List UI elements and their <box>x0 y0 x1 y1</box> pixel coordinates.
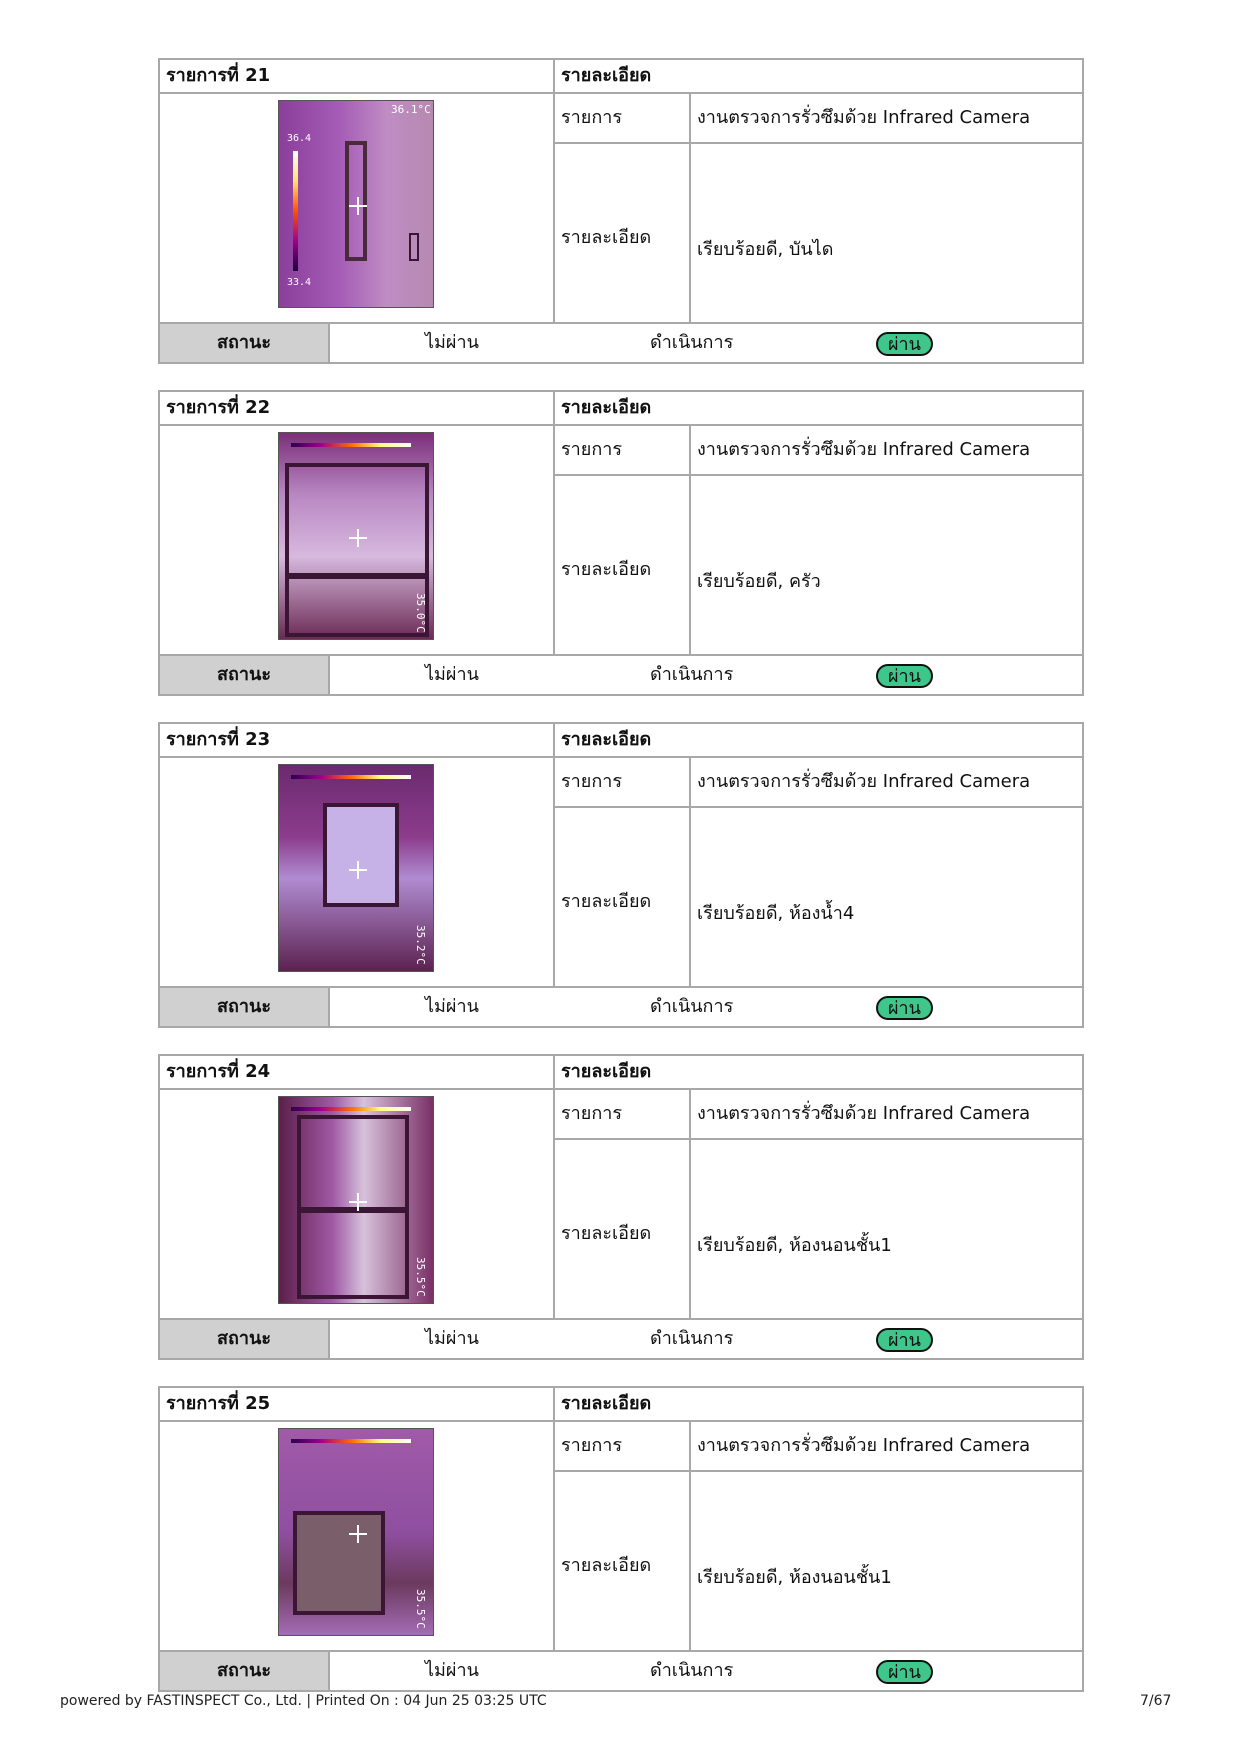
record-title: รายการที่ 22 <box>160 392 555 426</box>
temperature-reading: 35.5°C <box>414 1589 427 1629</box>
temperature-reading: 36.1°C <box>391 103 431 116</box>
inspection-record-23 <box>158 722 1084 1028</box>
crosshair-icon <box>349 529 367 547</box>
crosshair-icon <box>349 1193 367 1211</box>
thermal-photo[interactable] <box>278 764 434 972</box>
item-label: รายการ <box>555 758 691 808</box>
status-option-pass-selected[interactable]: ผ่าน <box>876 1328 933 1352</box>
status-label: สถานะ <box>160 656 330 694</box>
item-value: งานตรวจการรั่วซึมด้วย Infrared Camera <box>691 426 1082 476</box>
status-option-fail[interactable]: ไม่ผ่าน <box>425 332 479 353</box>
item-value: งานตรวจการรั่วซึมด้วย Infrared Camera <box>691 1422 1082 1472</box>
record-title: รายการที่ 21 <box>160 60 555 94</box>
status-label: สถานะ <box>160 988 330 1026</box>
detail-label: รายละเอียด <box>555 144 691 322</box>
details-header: รายละเอียด <box>555 1388 1082 1422</box>
detail-value: เรียบร้อยดี, บันได <box>697 239 834 260</box>
status-row <box>160 654 1082 694</box>
details-header: รายละเอียด <box>555 724 1082 758</box>
status-option-fail[interactable]: ไม่ผ่าน <box>425 664 479 685</box>
detail-label: รายละเอียด <box>555 1472 691 1650</box>
inspection-record-21 <box>158 58 1084 364</box>
status-option-fail[interactable]: ไม่ผ่าน <box>425 996 479 1017</box>
record-title: รายการที่ 23 <box>160 724 555 758</box>
detail-value: เรียบร้อยดี, ครัว <box>697 571 821 592</box>
temperature-scale <box>291 1439 411 1443</box>
crosshair-icon <box>349 197 367 215</box>
status-label: สถานะ <box>160 1320 330 1358</box>
item-label: รายการ <box>555 1090 691 1140</box>
status-option-pass-selected[interactable]: ผ่าน <box>876 332 933 356</box>
status-option-in-progress[interactable]: ดำเนินการ <box>650 664 734 685</box>
details-header: รายละเอียด <box>555 1056 1082 1090</box>
item-label: รายการ <box>555 1422 691 1472</box>
record-title: รายการที่ 25 <box>160 1388 555 1422</box>
item-value: งานตรวจการรั่วซึมด้วย Infrared Camera <box>691 1090 1082 1140</box>
inspection-record-24 <box>158 1054 1084 1360</box>
status-option-fail[interactable]: ไม่ผ่าน <box>425 1660 479 1681</box>
window-frame <box>293 1511 385 1615</box>
detail-label: รายละเอียด <box>555 1140 691 1318</box>
crosshair-icon <box>349 861 367 879</box>
detail-value: เรียบร้อยดี, ห้องนอนชั้น1 <box>697 1567 892 1588</box>
temperature-reading: 35.2°C <box>414 925 427 965</box>
thermal-photo[interactable] <box>278 1428 434 1636</box>
thermal-photo[interactable] <box>278 100 434 308</box>
status-option-pass-selected[interactable]: ผ่าน <box>876 1660 933 1684</box>
window-transom <box>285 573 429 579</box>
status-option-in-progress[interactable]: ดำเนินการ <box>650 1328 734 1349</box>
status-option-in-progress[interactable]: ดำเนินการ <box>650 1660 734 1681</box>
footer-credit: powered by FASTINSPECT Co., Ltd. | Printed On : 04 Jun 25 03:25 UTC <box>60 1693 547 1709</box>
item-value: งานตรวจการรั่วซึมด้วย Infrared Camera <box>691 94 1082 144</box>
page-number: 7/67 <box>1140 1693 1172 1709</box>
status-option-in-progress[interactable]: ดำเนินการ <box>650 332 734 353</box>
status-label: สถานะ <box>160 1652 330 1690</box>
item-value: งานตรวจการรั่วซึมด้วย Infrared Camera <box>691 758 1082 808</box>
item-label: รายการ <box>555 94 691 144</box>
detail-value: เรียบร้อยดี, ห้องน้ำ4 <box>697 903 855 924</box>
photo-cell <box>160 426 555 654</box>
temperature-scale <box>291 443 411 447</box>
scale-top-value: 36.4 <box>287 133 312 144</box>
record-title: รายการที่ 24 <box>160 1056 555 1090</box>
status-label: สถานะ <box>160 324 330 362</box>
scale-bottom-value: 33.4 <box>287 277 312 288</box>
status-option-pass-selected[interactable]: ผ่าน <box>876 664 933 688</box>
temperature-scale <box>293 151 298 271</box>
window-frame <box>323 803 399 907</box>
temperature-reading: 35.5°C <box>414 1257 427 1297</box>
detail-label: รายละเอียด <box>555 808 691 986</box>
status-row <box>160 1650 1082 1690</box>
status-option-in-progress[interactable]: ดำเนินการ <box>650 996 734 1017</box>
status-option-pass-selected[interactable]: ผ่าน <box>876 996 933 1020</box>
status-row <box>160 1318 1082 1358</box>
status-row <box>160 986 1082 1026</box>
temperature-scale <box>291 775 411 779</box>
thermal-photo[interactable] <box>278 432 434 640</box>
details-header: รายละเอียด <box>555 60 1082 94</box>
item-label: รายการ <box>555 426 691 476</box>
wall-switch <box>409 233 419 261</box>
inspection-record-25 <box>158 1386 1084 1692</box>
details-header: รายละเอียด <box>555 392 1082 426</box>
temperature-scale <box>291 1107 411 1111</box>
status-option-fail[interactable]: ไม่ผ่าน <box>425 1328 479 1349</box>
photo-cell <box>160 1422 555 1650</box>
status-row <box>160 322 1082 362</box>
detail-value: เรียบร้อยดี, ห้องนอนชั้น1 <box>697 1235 892 1256</box>
thermal-photo[interactable] <box>278 1096 434 1304</box>
temperature-reading: 35.0°C <box>414 593 427 633</box>
photo-cell <box>160 1090 555 1318</box>
photo-cell <box>160 94 555 322</box>
photo-cell <box>160 758 555 986</box>
inspection-record-22 <box>158 390 1084 696</box>
crosshair-icon <box>349 1525 367 1543</box>
window-frame <box>285 463 429 637</box>
detail-label: รายละเอียด <box>555 476 691 654</box>
